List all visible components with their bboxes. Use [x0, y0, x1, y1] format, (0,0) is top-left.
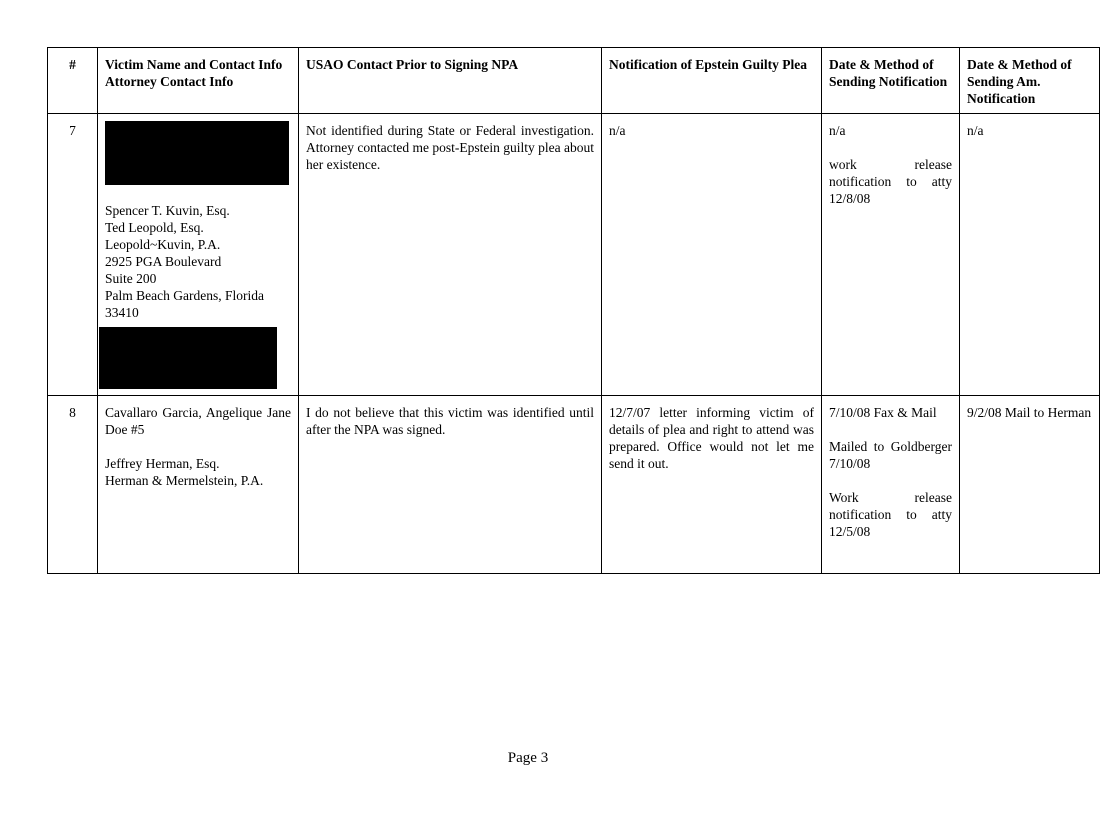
date-method-cell	[822, 114, 960, 396]
header-attorney-info: Attorney Contact Info	[105, 74, 234, 89]
date-method-cell	[822, 396, 960, 574]
date-method-entry: n/a	[829, 123, 846, 138]
attorney-line: Spencer T. Kuvin, Esq.	[105, 203, 230, 218]
table-row	[48, 114, 1100, 396]
header-date-method: Date & Method of Sending Notification	[822, 48, 960, 114]
header-number: #	[48, 48, 98, 114]
header-victim-attorney	[98, 48, 299, 114]
row-number: 8	[48, 396, 98, 574]
date-method-entry: work release notification to atty 12/8/08	[829, 157, 952, 206]
date-method-entry: Work release notification to atty 12/5/08	[829, 490, 952, 539]
date-method-entry: Mailed to Goldberger 7/10/08	[829, 439, 952, 471]
table-header-row	[48, 48, 1100, 114]
attorney-line: Jeffrey Herman, Esq.	[105, 456, 220, 471]
header-victim-info: Victim Name and Contact Info	[105, 57, 283, 72]
header-usao-contact: USAO Contact Prior to Signing NPA	[299, 48, 602, 114]
row-number: 7	[48, 114, 98, 396]
redaction-block	[99, 327, 277, 389]
attorney-line: 2925 PGA Boulevard	[105, 254, 222, 269]
attorney-line: Suite 200	[105, 271, 157, 286]
usao-contact-cell: I do not believe that this victim was identified until after the NPA was signed.	[299, 396, 602, 574]
header-date-method-am: Date & Method of Sending Am. Notification	[960, 48, 1100, 114]
am-notification-cell: 9/2/08 Mail to Herman	[960, 396, 1100, 574]
attorney-line: Herman & Mermelstein, P.A.	[105, 473, 264, 488]
page-number: Page 3	[507, 750, 549, 766]
notification-cell: 12/7/07 letter informing victim of details of plea and right to attend was prepared. Office would not let me send it out.	[602, 396, 822, 574]
header-guilty-plea-notification: Notification of Epstein Guilty Plea	[602, 48, 822, 114]
table-row	[48, 396, 1100, 574]
date-method-entry: 7/10/08 Fax & Mail	[829, 405, 937, 420]
victim-notification-table	[47, 47, 1100, 574]
usao-contact-cell: Not identified during State or Federal investigation. Attorney contacted me post-Epstein guilty plea about her existence.	[299, 114, 602, 396]
victim-name: Cavallaro Garcia, Angelique Jane Doe #5	[105, 405, 291, 437]
notification-cell: n/a	[602, 114, 822, 396]
attorney-line: Leopold~Kuvin, P.A.	[105, 237, 221, 252]
attorney-line: Palm Beach Gardens, Florida 33410	[105, 288, 264, 320]
am-notification-cell: n/a	[960, 114, 1100, 396]
redaction-block	[105, 121, 289, 185]
victim-attorney-cell	[98, 396, 299, 574]
attorney-line: Ted Leopold, Esq.	[105, 220, 204, 235]
victim-attorney-cell	[98, 114, 299, 396]
